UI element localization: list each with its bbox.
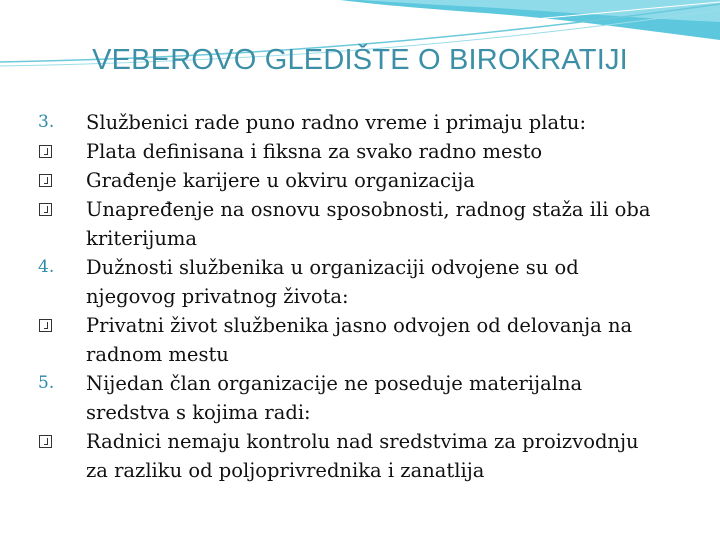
- bullet-list-item: [38, 427, 698, 485]
- item-text-line: Građenje karijere u okviru organizacija: [86, 169, 475, 192]
- item-text-line: Privatni život službenika jasno odvojen od delovanja na: [86, 314, 633, 337]
- numbered-list-item: [38, 369, 698, 427]
- bullet-list-item: [38, 195, 698, 253]
- item-text-line: kriterijuma: [86, 227, 198, 250]
- bullet-list-item: [38, 137, 698, 166]
- bullet-list-item: [38, 166, 698, 195]
- numbered-list-item: [38, 253, 698, 311]
- item-text-line: za razliku od poljoprivrednika i zanatlija: [86, 459, 485, 482]
- numbered-list-item: [38, 108, 698, 137]
- item-text-line: Plata definisana i fiksna za svako radno mesto: [86, 140, 543, 163]
- bullet-list-item: [38, 311, 698, 369]
- item-number: 5.: [38, 373, 55, 393]
- item-text-line: Nijedan član organizacije ne poseduje materijalna: [86, 372, 583, 395]
- item-text-line: njegovog privatnog života:: [86, 285, 349, 308]
- item-text-line: Unapređenje na osnovu sposobnosti, radnog staža ili oba: [86, 198, 651, 221]
- item-text-line: sredstva s kojima radi:: [86, 401, 311, 424]
- item-text-line: radnom mestu: [86, 343, 229, 366]
- bullet-list: [38, 108, 698, 485]
- item-text-line: Dužnosti službenika u organizaciji odvojene su od: [86, 256, 579, 279]
- item-text-line: Službenici rade puno radno vreme i primaju platu:: [86, 111, 587, 134]
- item-number: 4.: [38, 257, 55, 277]
- slide-title: VEBEROVO GLEDIŠTE O BIROKRATIJI: [92, 44, 628, 76]
- item-number: 3.: [38, 112, 55, 132]
- item-text-line: Radnici nemaju kontrolu nad sredstvima za proizvodnju: [86, 430, 639, 453]
